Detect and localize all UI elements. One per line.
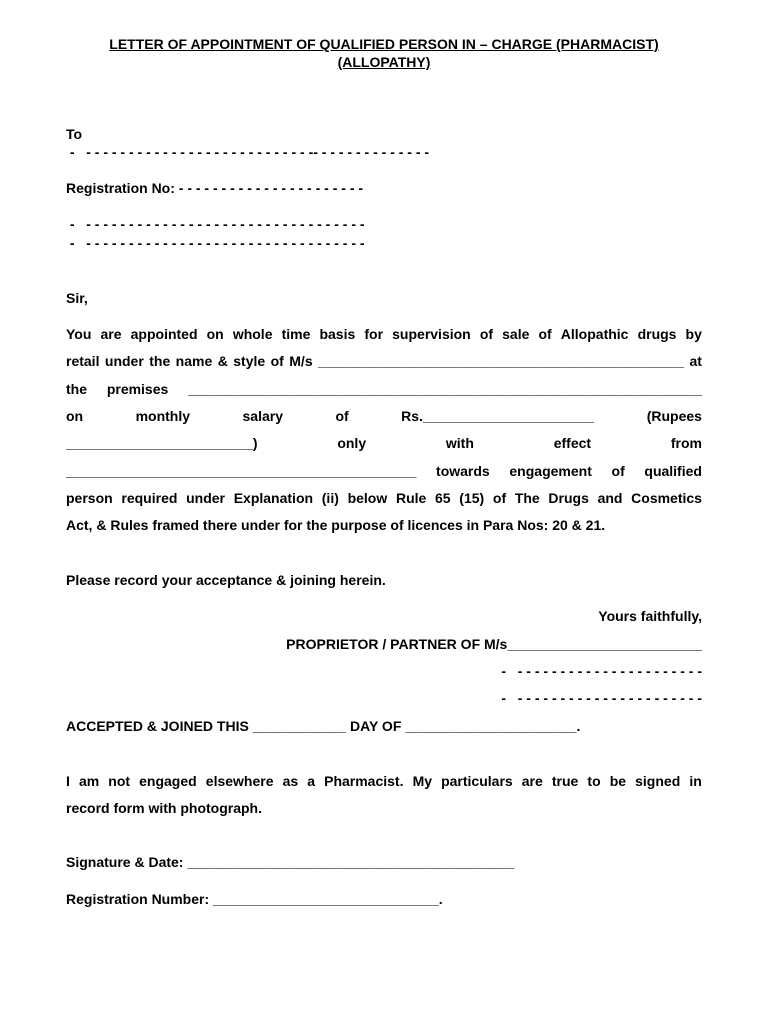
word: name <box>175 353 213 369</box>
word: the <box>66 381 87 397</box>
word: a <box>307 773 316 789</box>
word: appointed <box>130 326 198 342</box>
word: monthly <box>135 408 191 424</box>
signature-date-line: Signature & Date: __________________________________________ <box>66 854 515 870</box>
word: of <box>611 463 625 479</box>
word: _____________________________________________ <box>66 463 417 479</box>
word: engagement <box>509 463 592 479</box>
word: (Rupees <box>646 408 702 424</box>
word: Rs.______________________ <box>401 408 595 424</box>
word: You <box>66 326 92 342</box>
word: as <box>282 773 299 789</box>
word: under <box>104 353 144 369</box>
word: My <box>412 773 433 789</box>
word: at <box>689 353 702 369</box>
body-line-6 <box>66 462 702 480</box>
word: _______________________________________________ <box>318 353 684 369</box>
word: Drugs <box>548 490 589 506</box>
word: the <box>149 353 171 369</box>
word: (15) <box>459 490 485 506</box>
word: only <box>337 435 367 451</box>
acceptance-request: Please record your acceptance & joining herein. <box>66 572 386 588</box>
word: towards <box>436 463 490 479</box>
word: under <box>186 490 225 506</box>
word: engaged <box>139 773 197 789</box>
proprietor-blank-line-1: - - - - - - - - - - - - - - - - - - - - - - - <box>501 663 702 679</box>
body-line-7 <box>66 489 702 507</box>
word: of <box>492 490 507 506</box>
word: person <box>66 490 113 506</box>
word: M/s <box>289 353 313 369</box>
word: of <box>335 408 349 424</box>
word: on <box>66 408 84 424</box>
word: whole <box>232 326 273 342</box>
to-label: To <box>66 126 83 142</box>
word: sale <box>502 326 530 342</box>
word: qualified <box>644 463 702 479</box>
word: The <box>514 490 540 506</box>
word: time <box>281 326 311 342</box>
body-line-4 <box>66 407 702 425</box>
word: not <box>108 773 131 789</box>
word: drugs <box>637 326 677 342</box>
word: signed <box>635 773 681 789</box>
word: Pharmacist. <box>324 773 404 789</box>
word: of <box>538 326 552 342</box>
word: for <box>364 326 384 342</box>
word: elsewhere <box>205 773 274 789</box>
title-line-2: (ALLOPATHY) <box>337 54 431 70</box>
word: and <box>597 490 623 506</box>
word: of <box>479 326 494 342</box>
word: supervision <box>392 326 471 342</box>
body-line-8: Act, & Rules framed there under for the purpose of licences in Para Nos: 20 & 21. <box>66 517 606 533</box>
word: 65 <box>435 490 451 506</box>
word: & <box>217 353 228 369</box>
word: premises <box>106 381 169 397</box>
body-line-3 <box>66 380 702 398</box>
address-blank-line-1: - - - - - - - - - - - - - - - - - - - - - - - - - - - -- - - - - - - - - - - - - - <box>66 144 430 160</box>
registration-no-line: Registration No: - - - - - - - - - - - - - - - - - - - - - - <box>66 180 364 196</box>
word: basis <box>319 326 356 342</box>
declaration-line-1 <box>66 772 702 790</box>
word: style <box>233 353 266 369</box>
word: required <box>121 490 178 506</box>
word: Cosmetics <box>631 490 702 506</box>
proprietor-blank-line-2: - - - - - - - - - - - - - - - - - - - - - - - <box>501 690 702 706</box>
word: retail <box>66 353 100 369</box>
word: __________________________________________________________________ <box>188 381 702 397</box>
word: in <box>689 773 702 789</box>
word: below <box>347 490 388 506</box>
title-line-1: LETTER OF APPOINTMENT OF QUALIFIED PERSON IN – CHARGE (PHARMACIST) <box>109 36 659 52</box>
word: true <box>551 773 579 789</box>
salutation: Sir, <box>66 290 88 306</box>
word: salary <box>242 408 283 424</box>
word: ________________________) <box>66 435 258 451</box>
word: of <box>270 353 284 369</box>
word: I <box>66 773 70 789</box>
word: are <box>521 773 543 789</box>
word: to <box>587 773 601 789</box>
word: Rule <box>395 490 427 506</box>
word: by <box>685 326 702 342</box>
declaration-line-2: record form with photograph. <box>66 800 262 816</box>
word: Explanation <box>233 490 314 506</box>
word: with <box>445 435 474 451</box>
word: be <box>609 773 627 789</box>
address-blank-line-2: - - - - - - - - - - - - - - - - - - - - - - - - - - - - - - - - - - <box>66 216 365 232</box>
word: are <box>100 326 122 342</box>
word: from <box>670 435 702 451</box>
word: am <box>78 773 100 789</box>
word: Allopathic <box>560 326 629 342</box>
yours-faithfully: Yours faithfully, <box>598 608 702 624</box>
proprietor-line: PROPRIETOR / PARTNER OF M/s_________________________ <box>286 636 702 652</box>
registration-number-line: Registration Number: _____________________________. <box>66 891 443 907</box>
word: particulars <box>441 773 513 789</box>
body-line-1 <box>66 325 702 343</box>
letter-page <box>66 0 702 1024</box>
word: (ii) <box>321 490 339 506</box>
body-line-2 <box>66 352 702 370</box>
word: on <box>206 326 224 342</box>
address-blank-line-3: - - - - - - - - - - - - - - - - - - - - - - - - - - - - - - - - - - <box>66 235 365 251</box>
word: effect <box>553 435 592 451</box>
body-line-5 <box>66 434 702 452</box>
accepted-joined-line: ACCEPTED & JOINED THIS ____________ DAY OF ______________________. <box>66 718 581 734</box>
